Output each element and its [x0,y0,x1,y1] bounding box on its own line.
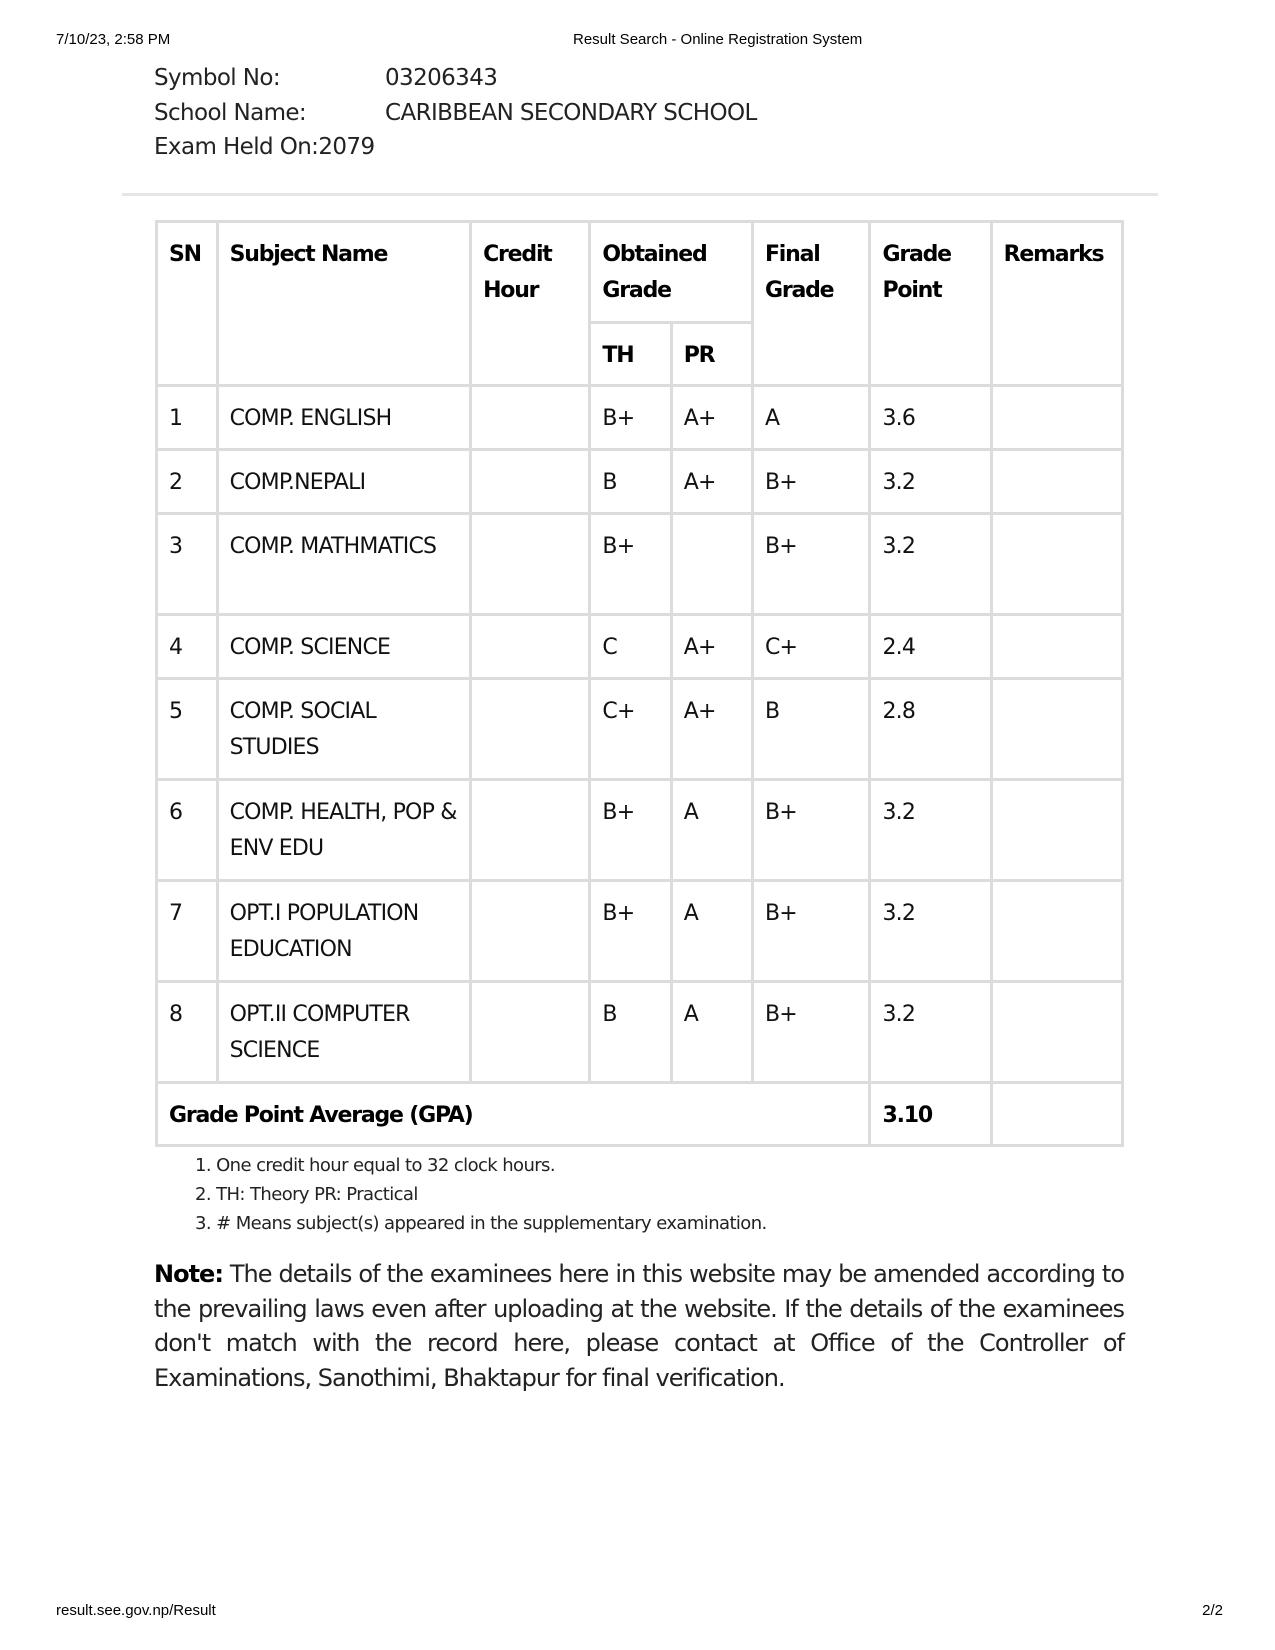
cell-th: C+ [590,679,671,780]
cell-final-grade: B+ [752,982,870,1083]
cell-grade-point: 2.8 [870,679,991,780]
cell-th: C [590,615,671,679]
symbol-value: 03206343 [385,65,498,91]
table-row [157,386,1123,450]
cell-pr: A+ [671,386,752,450]
note-item: 3. # Means subject(s) appeared in the supplementary examination. [195,1213,767,1234]
cell-pr: A [671,780,752,881]
header-row [157,222,1123,323]
header-th: TH [590,323,671,386]
cell-th: B+ [590,780,671,881]
cell-final-grade: B+ [752,881,870,982]
cell-grade-point: 3.2 [870,982,991,1083]
cell-grade-point: 3.2 [870,514,991,615]
cell-sn: 7 [157,881,218,982]
cell-grade-point: 3.2 [870,450,991,514]
cell-th: B+ [590,514,671,615]
print-datetime: 7/10/23, 2:58 PM [56,31,171,48]
cell-subject: OPT.II COMPUTER SCIENCE [217,982,470,1083]
school-value: CARIBBEAN SECONDARY SCHOOL [385,99,757,126]
cell-credit-hour [471,514,590,615]
header-credit-hour: Credit Hour [471,222,590,386]
header-remarks: Remarks [991,222,1122,386]
note-text: The details of the examinees here in this website may be amended according to the prevailing laws even after uploading at the website. If the details of the examinees don't match with the record here, please contact at Office of the Controller of Examinations, Sanothimi, Bhaktapur for final verification. [154,1260,1124,1392]
symbol-row [154,61,498,96]
gpa-value: 3.10 [870,1083,991,1146]
table-row [157,982,1123,1083]
cell-sn: 1 [157,386,218,450]
table-row [157,450,1123,514]
cell-sn: 4 [157,615,218,679]
cell-credit-hour [471,386,590,450]
notes-list [195,1151,767,1238]
cell-pr: A [671,982,752,1083]
student-info [154,61,757,165]
gpa-remarks [991,1083,1122,1146]
cell-remarks [991,514,1122,615]
cell-final-grade: B+ [752,514,870,615]
cell-th: B [590,450,671,514]
exam-label: Exam Held On: [154,134,319,160]
cell-subject: COMP. HEALTH, POP & ENV EDU [217,780,470,881]
cell-sn: 3 [157,514,218,615]
school-row [154,96,757,131]
cell-sn: 8 [157,982,218,1083]
header-pr: PR [671,323,752,386]
gpa-label: Grade Point Average (GPA) [157,1083,870,1146]
cell-subject: COMP. MATHMATICS [217,514,470,615]
header-subject: Subject Name [217,222,470,386]
header-obtained-grade: Obtained Grade [590,222,753,323]
divider [122,193,1158,196]
note-label: Note: [154,1260,223,1288]
cell-grade-point: 3.2 [870,881,991,982]
print-page-title: Result Search - Online Registration System [573,31,863,48]
note-item: 2. TH: Theory PR: Practical [195,1184,418,1205]
cell-credit-hour [471,881,590,982]
result-table [155,220,1124,1147]
cell-pr: A+ [671,615,752,679]
cell-credit-hour [471,780,590,881]
cell-th: B [590,982,671,1083]
cell-credit-hour [471,679,590,780]
cell-subject: COMP. ENGLISH [217,386,470,450]
cell-subject: COMP.NEPALI [217,450,470,514]
cell-credit-hour [471,450,590,514]
cell-pr [671,514,752,615]
note-paragraph [154,1257,1124,1395]
cell-sn: 2 [157,450,218,514]
cell-remarks [991,679,1122,780]
print-page-number: 2/2 [1202,1602,1223,1619]
cell-remarks [991,881,1122,982]
cell-remarks [991,780,1122,881]
cell-pr: A+ [671,679,752,780]
cell-grade-point: 3.6 [870,386,991,450]
table-row [157,679,1123,780]
cell-remarks [991,615,1122,679]
table-row [157,881,1123,982]
cell-pr: A [671,881,752,982]
cell-grade-point: 2.4 [870,615,991,679]
cell-final-grade: B [752,679,870,780]
cell-subject: OPT.I POPULATION EDUCATION [217,881,470,982]
gpa-row [157,1083,1123,1146]
header-sn: SN [157,222,218,386]
cell-th: B+ [590,881,671,982]
print-header [0,31,1275,51]
cell-credit-hour [471,615,590,679]
cell-final-grade: B+ [752,450,870,514]
print-footer [0,1602,1275,1622]
cell-sn: 6 [157,780,218,881]
exam-row [154,130,374,165]
header-grade-point: Grade Point [870,222,991,386]
cell-remarks [991,386,1122,450]
school-label: School Name: [154,99,307,126]
symbol-label: Symbol No: [154,65,281,91]
header-final-grade: Final Grade [752,222,870,386]
cell-sn: 5 [157,679,218,780]
cell-remarks [991,450,1122,514]
cell-final-grade: B+ [752,780,870,881]
cell-remarks [991,982,1122,1083]
print-url: result.see.gov.np/Result [56,1602,216,1619]
cell-final-grade: C+ [752,615,870,679]
cell-subject: COMP. SCIENCE [217,615,470,679]
cell-final-grade: A [752,386,870,450]
cell-grade-point: 3.2 [870,780,991,881]
exam-value: 2079 [318,134,375,160]
table-row [157,615,1123,679]
cell-subject: COMP. SOCIAL STUDIES [217,679,470,780]
cell-credit-hour [471,982,590,1083]
cell-pr: A+ [671,450,752,514]
table-row [157,780,1123,881]
note-item: 1. One credit hour equal to 32 clock hours. [195,1155,555,1176]
cell-th: B+ [590,386,671,450]
table-row [157,514,1123,615]
